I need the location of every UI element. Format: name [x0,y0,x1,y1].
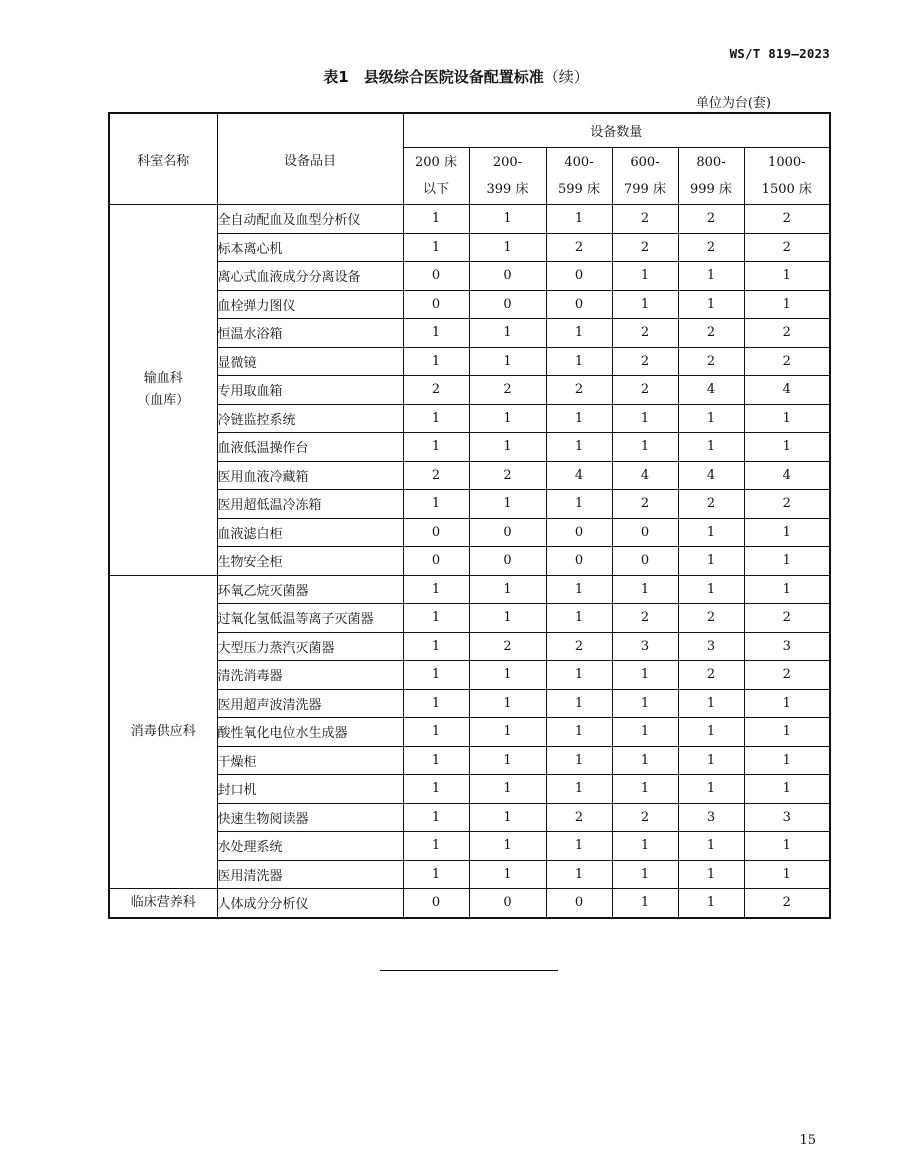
quantity-cell: 1 [469,433,546,462]
table-row [109,575,830,604]
item-cell: 血栓弹力图仪 [217,290,403,319]
table-row [109,689,830,718]
quantity-cell: 1 [546,860,612,889]
quantity-cell: 2 [744,233,830,262]
header-tier-line: 200 床 [415,155,457,171]
quantity-cell: 1 [469,604,546,633]
item-cell: 干燥柜 [217,746,403,775]
quantity-cell: 2 [678,661,744,690]
table-row [109,433,830,462]
item-cell: 人体成分分析仪 [217,889,403,918]
quantity-cell: 1 [546,718,612,747]
quantity-cell: 0 [546,290,612,319]
quantity-cell: 2 [546,803,612,832]
quantity-cell: 1 [678,718,744,747]
quantity-cell: 2 [612,347,678,376]
quantity-cell: 0 [469,889,546,918]
quantity-cell: 2 [546,233,612,262]
quantity-cell: 1 [403,718,469,747]
table-row [109,461,830,490]
item-cell: 清洗消毒器 [217,661,403,690]
quantity-cell: 1 [546,404,612,433]
table-row [109,860,830,889]
quantity-cell: 4 [744,461,830,490]
quantity-cell: 1 [403,661,469,690]
quantity-cell: 1 [678,689,744,718]
quantity-cell: 1 [612,290,678,319]
quantity-cell: 1 [469,860,546,889]
item-cell: 恒温水浴箱 [217,319,403,348]
table-title-main: 表1 县级综合医院设备配置标准 [323,68,544,86]
quantity-cell: 2 [469,632,546,661]
quantity-cell: 2 [678,233,744,262]
table-row [109,604,830,633]
quantity-cell: 2 [678,347,744,376]
item-cell: 封口机 [217,775,403,804]
quantity-cell: 1 [469,404,546,433]
quantity-cell: 1 [612,860,678,889]
quantity-cell: 1 [678,262,744,291]
quantity-cell: 0 [403,262,469,291]
quantity-cell: 1 [403,319,469,348]
quantity-cell: 2 [744,205,830,234]
quantity-cell: 1 [678,433,744,462]
quantity-cell: 1 [546,347,612,376]
standard-code: WS/T 819—2023 [729,46,830,61]
quantity-cell: 2 [678,604,744,633]
table-row [109,262,830,291]
item-cell: 大型压力蒸汽灭菌器 [217,632,403,661]
quantity-cell: 3 [744,632,830,661]
item-cell: 医用超低温冷冻箱 [217,490,403,519]
table-row [109,490,830,519]
item-cell: 医用清洗器 [217,860,403,889]
quantity-cell: 1 [678,547,744,576]
header-tier-3 [546,148,612,205]
equipment-table [108,112,831,919]
table-row [109,347,830,376]
quantity-cell: 0 [612,518,678,547]
quantity-cell: 1 [469,718,546,747]
item-cell: 血液低温操作台 [217,433,403,462]
dept-cell [109,889,217,918]
quantity-cell: 1 [403,404,469,433]
quantity-cell: 2 [546,376,612,405]
quantity-cell: 1 [744,290,830,319]
table-row [109,205,830,234]
quantity-cell: 1 [469,746,546,775]
quantity-cell: 1 [546,661,612,690]
quantity-cell: 0 [546,518,612,547]
quantity-cell: 2 [546,632,612,661]
quantity-cell: 0 [403,889,469,918]
quantity-cell: 0 [469,290,546,319]
quantity-cell: 1 [469,661,546,690]
quantity-cell: 2 [469,376,546,405]
quantity-cell: 1 [744,746,830,775]
quantity-cell: 1 [678,860,744,889]
quantity-cell: 0 [546,547,612,576]
quantity-cell: 2 [403,461,469,490]
dept-cell [109,205,217,576]
quantity-cell: 3 [612,632,678,661]
header-tier-line: 799 床 [624,182,666,198]
table-row [109,290,830,319]
quantity-cell: 2 [612,319,678,348]
header-tier-4 [612,148,678,205]
quantity-cell: 2 [612,604,678,633]
quantity-cell: 1 [612,775,678,804]
quantity-cell: 1 [744,404,830,433]
table-row [109,233,830,262]
table-row [109,547,830,576]
quantity-cell: 2 [678,205,744,234]
quantity-cell: 1 [546,689,612,718]
end-line [380,970,558,971]
quantity-cell: 1 [546,746,612,775]
table-row [109,775,830,804]
quantity-cell: 1 [744,433,830,462]
quantity-cell: 4 [744,376,830,405]
item-cell: 离心式血液成分分离设备 [217,262,403,291]
quantity-cell: 1 [403,575,469,604]
header-tier-line: 200- [492,155,523,171]
header-tier-line: 599 床 [558,182,600,198]
quantity-cell: 1 [403,347,469,376]
quantity-cell: 1 [612,262,678,291]
quantity-cell: 2 [744,661,830,690]
table-row [109,632,830,661]
quantity-cell: 1 [678,290,744,319]
quantity-cell: 1 [546,490,612,519]
quantity-cell: 1 [403,490,469,519]
header-quantity-group: 设备数量 [403,113,830,148]
item-cell: 环氧乙烷灭菌器 [217,575,403,604]
quantity-cell: 1 [678,575,744,604]
header-tier-line: 600- [630,155,660,171]
item-cell: 过氧化氢低温等离子灭菌器 [217,604,403,633]
quantity-cell: 2 [612,376,678,405]
quantity-cell: 4 [678,461,744,490]
quantity-cell: 2 [612,205,678,234]
quantity-cell: 1 [744,547,830,576]
quantity-cell: 1 [546,433,612,462]
quantity-cell: 1 [403,832,469,861]
header-tier-line: 800- [696,155,726,171]
item-cell: 专用取血箱 [217,376,403,405]
quantity-cell: 1 [612,689,678,718]
table-row [109,319,830,348]
quantity-cell: 1 [546,775,612,804]
quantity-cell: 1 [678,889,744,918]
table-row [109,803,830,832]
quantity-cell: 3 [678,803,744,832]
quantity-cell: 2 [678,490,744,519]
header-dept: 科室名称 [109,113,217,205]
quantity-cell: 1 [469,803,546,832]
item-cell: 生物安全柜 [217,547,403,576]
quantity-cell: 1 [403,604,469,633]
quantity-cell: 1 [678,775,744,804]
quantity-cell: 1 [744,718,830,747]
quantity-cell: 0 [469,518,546,547]
quantity-cell: 1 [678,746,744,775]
quantity-cell: 1 [546,604,612,633]
quantity-cell: 2 [612,233,678,262]
quantity-cell: 1 [403,746,469,775]
header-tier-line: 400- [564,155,594,171]
item-cell: 快速生物阅读器 [217,803,403,832]
table-row [109,746,830,775]
quantity-cell: 2 [744,319,830,348]
quantity-cell: 4 [612,461,678,490]
quantity-cell: 0 [403,290,469,319]
dept-name-line: 消毒供应科 [130,723,196,739]
unit-note: 单位为台(套) [695,96,771,111]
quantity-cell: 0 [546,889,612,918]
quantity-cell: 1 [744,775,830,804]
quantity-cell: 0 [403,518,469,547]
quantity-cell: 1 [469,575,546,604]
header-tier-5 [678,148,744,205]
quantity-cell: 1 [546,205,612,234]
header-tier-2 [469,148,546,205]
quantity-cell: 1 [469,490,546,519]
table-row [109,518,830,547]
quantity-cell: 1 [403,233,469,262]
table-row [109,376,830,405]
quantity-cell: 1 [744,832,830,861]
quantity-cell: 1 [403,433,469,462]
table-row [109,832,830,861]
dept-name-line: （血库） [137,392,190,408]
quantity-cell: 2 [469,461,546,490]
quantity-cell: 1 [403,205,469,234]
header-tier-line: 399 床 [486,182,529,198]
item-cell: 标本离心机 [217,233,403,262]
item-cell: 医用血液冷藏箱 [217,461,403,490]
quantity-cell: 1 [678,518,744,547]
quantity-cell: 1 [612,661,678,690]
quantity-cell: 1 [612,433,678,462]
quantity-cell: 0 [612,547,678,576]
quantity-cell: 3 [678,632,744,661]
quantity-cell: 1 [403,775,469,804]
table-title-continued: （续） [543,68,589,86]
item-cell: 水处理系统 [217,832,403,861]
quantity-cell: 1 [678,404,744,433]
quantity-cell: 2 [678,319,744,348]
table-row [109,889,830,918]
quantity-cell: 1 [469,233,546,262]
header-tier-line: 1500 床 [761,182,812,198]
quantity-cell: 1 [469,319,546,348]
quantity-cell: 1 [612,404,678,433]
quantity-cell: 1 [403,689,469,718]
quantity-cell: 1 [469,689,546,718]
item-cell: 医用超声波清洗器 [217,689,403,718]
quantity-cell: 2 [403,376,469,405]
quantity-cell: 1 [546,575,612,604]
header-tier-line: 1000- [768,155,806,171]
quantity-cell: 1 [744,860,830,889]
header-item: 设备品目 [217,113,403,205]
quantity-cell: 1 [744,575,830,604]
quantity-cell: 1 [469,775,546,804]
quantity-cell: 1 [403,860,469,889]
quantity-cell: 1 [469,832,546,861]
quantity-cell: 0 [403,547,469,576]
quantity-cell: 4 [678,376,744,405]
quantity-cell: 1 [612,718,678,747]
quantity-cell: 2 [744,347,830,376]
quantity-cell: 1 [678,832,744,861]
quantity-cell: 1 [744,518,830,547]
item-cell: 酸性氧化电位水生成器 [217,718,403,747]
quantity-cell: 1 [403,632,469,661]
quantity-cell: 1 [546,832,612,861]
header-tier-6 [744,148,830,205]
quantity-cell: 1 [612,832,678,861]
header-tier-line: 以下 [422,182,449,198]
quantity-cell: 1 [469,205,546,234]
item-cell: 全自动配血及血型分析仪 [217,205,403,234]
table-row [109,661,830,690]
quantity-cell: 1 [469,347,546,376]
quantity-cell: 1 [744,689,830,718]
quantity-cell: 0 [469,262,546,291]
quantity-cell: 1 [403,803,469,832]
quantity-cell: 1 [612,746,678,775]
quantity-cell: 0 [469,547,546,576]
table-title [0,66,912,87]
quantity-cell: 1 [612,575,678,604]
quantity-cell: 4 [546,461,612,490]
quantity-cell: 2 [744,490,830,519]
quantity-cell: 0 [546,262,612,291]
quantity-cell: 2 [612,490,678,519]
item-cell: 冷链监控系统 [217,404,403,433]
dept-cell [109,575,217,889]
quantity-cell: 2 [612,803,678,832]
header-tier-1 [403,148,469,205]
quantity-cell: 1 [744,262,830,291]
table-row [109,404,830,433]
quantity-cell: 1 [612,889,678,918]
quantity-cell: 2 [744,889,830,918]
item-cell: 显微镜 [217,347,403,376]
table-row [109,718,830,747]
dept-name-line: 输血科 [143,370,183,386]
quantity-cell: 3 [744,803,830,832]
dept-name-line: 临床营养科 [130,894,196,910]
item-cell: 血液滤白柜 [217,518,403,547]
page-number: 15 [799,1133,816,1148]
quantity-cell: 1 [546,319,612,348]
header-tier-line: 999 床 [690,182,732,198]
quantity-cell: 2 [744,604,830,633]
